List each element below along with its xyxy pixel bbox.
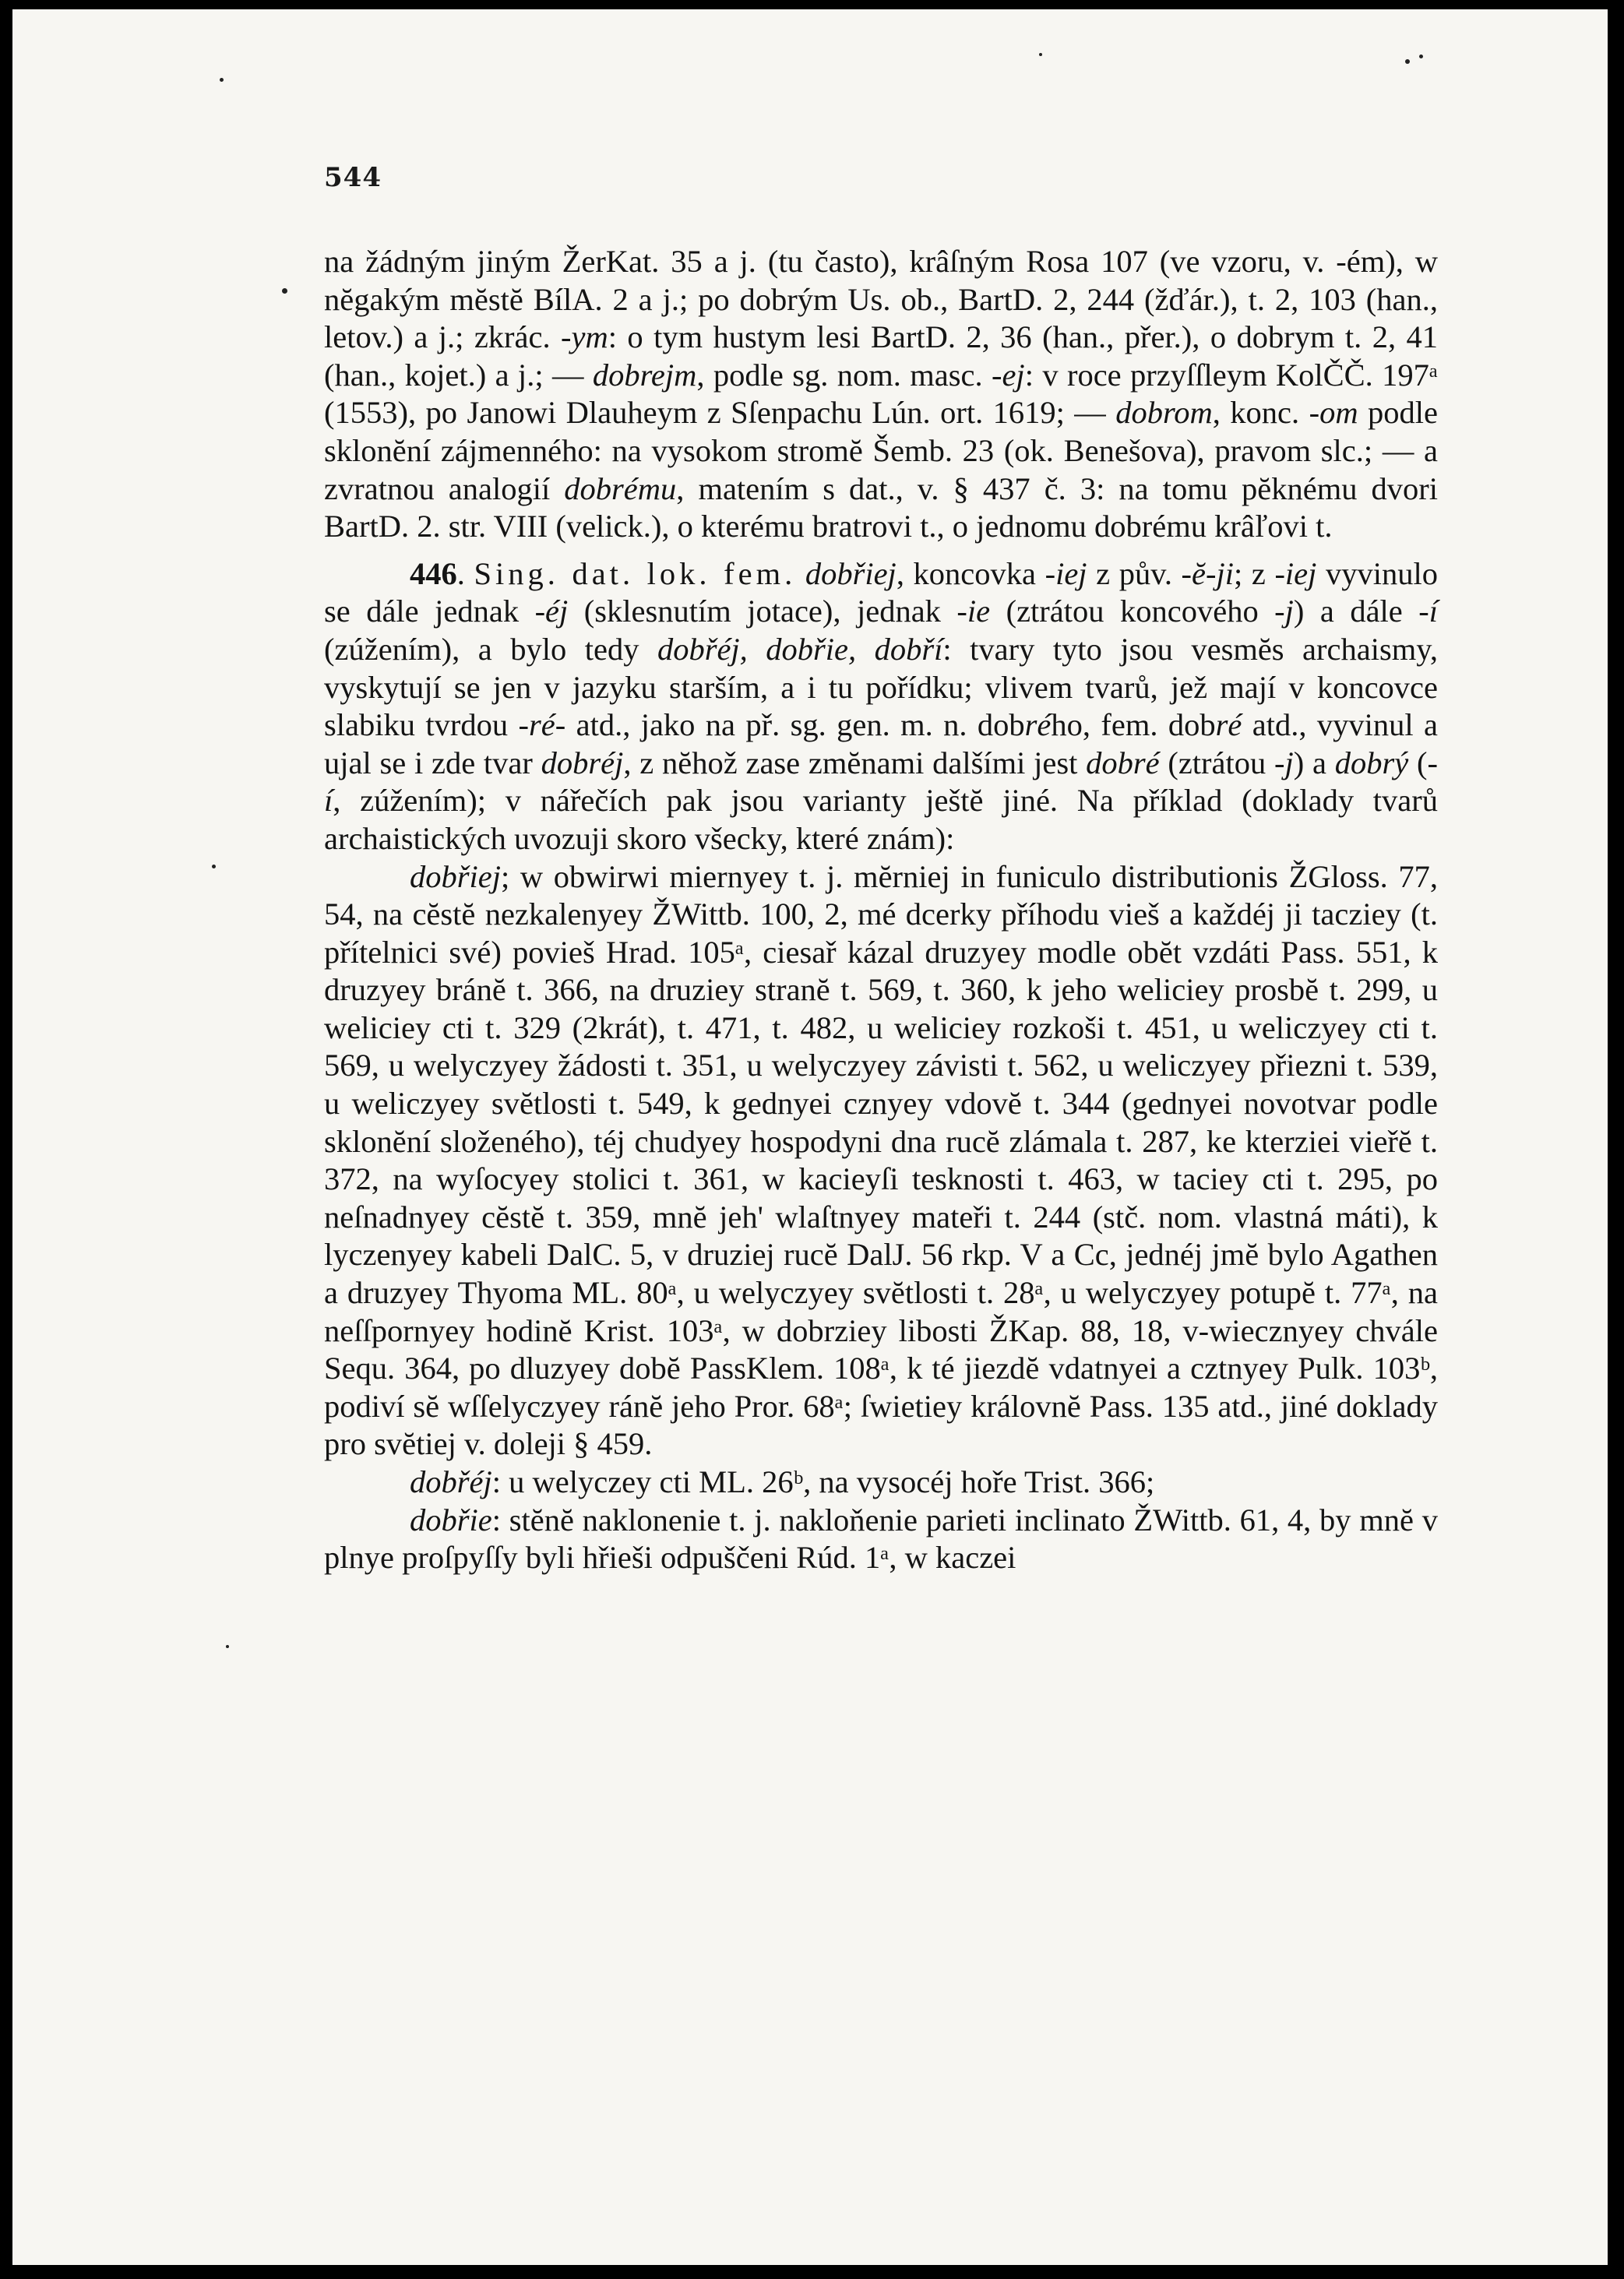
text-run: , koncovka: [896, 555, 1045, 591]
ital-text-run: -om: [1309, 395, 1358, 431]
ital-text-run: -ĕ-ji: [1181, 555, 1235, 591]
text-run: ; z: [1234, 555, 1275, 591]
ital-text-run: -j: [1274, 745, 1294, 780]
ital-text-run: -ie: [956, 594, 991, 629]
text-run: atd., vyvinul a ujal se i zde tvar: [324, 707, 1439, 780]
ital-text-run: -éj: [534, 594, 569, 629]
paragraph-dobrie: [324, 1502, 1438, 1577]
ital-text-run: -j: [1274, 594, 1294, 629]
ital-text-run: dobrý: [1334, 745, 1409, 780]
paragraph-section-446: [324, 555, 1438, 858]
ital-text-run: dobrému: [564, 470, 677, 506]
ital-text-run: dobřiej: [805, 555, 897, 591]
text-run: : v roce przyſſleym KolČČ. 197ᵃ (1553), po Janowi Dlauheym z Sſenpachu Lún. ort. 1619; —: [324, 357, 1438, 431]
scan-speck: [1039, 53, 1042, 56]
ital-text-run: dobřie: [410, 1502, 492, 1538]
text-run: : tvary tyto jsou vesmĕs archaismy, vyskytují se jen v jazyku starším, a i tu pořídku; vlivem tvarů, jež mají v koncovce slabiku tvrdou: [324, 631, 1438, 743]
scan-speck: [220, 78, 224, 82]
ital-text-run: dobré: [1086, 745, 1160, 780]
text-run: ; w obwirwi miernyey t. j. mĕrniej in funiculo distributionis ŽGloss. 77, 54, na cĕstĕ nezkalenyey ŽWittb. 100, 2, mé dcerky příhodu vieš a každéj ji tacziey (t. přítelnici své) povieš Hrad. 105ᵃ, ciesař kázal druzyey modle obĕt vzdáti Pass. 551, k druzyey bránĕ t. 366, na druziey stranĕ t. 569, t. 360, k jeho weliciey prosbĕ t. 299, u weliciey cti t. 329 (2krát), t. 471, t. 482, u weliciey rozkoši t. 451, u weliczyey cti t. 569, u welyczyey žádosti t. 351, u welyczyey závisti t. 562, u weliczyey přiezni t. 539, u weliczyey svĕtlosti t. 549, k gednyei cznyey vdovĕ t. 344 (gednyei novotvar podle sklonĕní složeného), téj chudyey hospodyni dna rucĕ zlámala t. 287, ke kterziei vieřĕ t. 372, na wyſocyey stolici t. 361, w kacieyſi tesknosti t. 463, w taciey cti t. 295, po neſnadnyey cĕstĕ t. 359, mnĕ jeh' wlaſtnyey mateři t. 244 (stč. nom. vlastná máti), k lyczenyey kabeli DalC. 5, v druziej rucĕ DalJ. 56 rkp. V a Cc, jednéj jmĕ bylo Agathen a druzyey Thyoma ML. 80ᵃ, u welyczyey svĕtlosti t. 28ᵃ, u welyczyey potupĕ t. 77ᵃ, na neſſpornyey hodinĕ Krist. 103ᵃ, w dobrziey libosti ŽKap. 88, 18, v-wiecznyey chvále Sequ. 364, po dluzyey dobĕ PassKlem. 108ᵃ, k té jiezdĕ vdatnyei a cztnyey Pulk. 103ᵇ, podiví sĕ wſſelyczyey ránĕ jeho Pror. 68ᵃ; ſwietiey královnĕ Pass. 135 atd., jiné doklady pro svĕtiej v. doleji § 459.: [324, 858, 1438, 1462]
text-run: , matením s dat., v. § 437 č. 3: na tomu pĕknému dvori BartD. 2. str. VIII (velick.), o kterému bratrovi t., o jednomu dobrému krâľovi t.: [324, 470, 1438, 544]
text-run: vyvinulo se dále jednak: [324, 555, 1439, 629]
ital-text-run: ré: [1024, 707, 1052, 743]
ital-text-run: -í: [324, 745, 1438, 819]
ital-text-run: dobřiej: [410, 858, 501, 894]
text-run: .: [456, 555, 474, 591]
text-run: , zúžením); v nářečích pak jsou varianty ještĕ jiné. Na příklad (doklady tvarů archaistických uvozuji skoro všecky, které znám):: [324, 783, 1438, 856]
text-run: (zúžením), a bylo tedy: [324, 631, 657, 667]
ital-text-run: -ej: [991, 357, 1025, 393]
text-run: ) a: [1293, 745, 1335, 780]
text-run: (ztrátou koncového: [990, 594, 1275, 629]
ital-text-run: dobréj: [541, 745, 624, 780]
text-run: : o tym hustym lesi BartD. 2, 36 (han., přer.), o dobrym t. 2, 41 (han., kojet.) a j.; —: [324, 319, 1438, 393]
page-number: 544: [324, 162, 382, 193]
text-run: , z nĕhož zase zmĕnami dalšími jest: [623, 745, 1087, 780]
ital-text-run: -iej: [1045, 555, 1087, 591]
ital-text-run: -í: [1418, 594, 1438, 629]
ital-text-run: dobřéj: [410, 1464, 492, 1499]
text-run: : stĕnĕ naklonenie t. j. nakloňenie parieti inclinato ŽWittb. 61, 4, by mnĕ v plnye proſpyſſy byli hřieši odpuščeni Rúd. 1ᵃ, w kaczei: [324, 1502, 1438, 1576]
scan-speck: [212, 865, 216, 868]
body-text: [324, 243, 1438, 1577]
spaced-text-run: Sing. dat. lok. fem.: [474, 555, 797, 591]
scan-speck: [282, 288, 287, 294]
text-run: z pův.: [1087, 555, 1182, 591]
text-run: (ztrátou: [1159, 745, 1275, 780]
bold-text-run: 446: [410, 555, 457, 591]
text-run: (: [1408, 745, 1428, 780]
ital-text-run: -iej: [1274, 555, 1317, 591]
text-run: ) a dále: [1293, 594, 1419, 629]
text-run: , podle sg. nom. masc.: [696, 357, 992, 393]
ital-text-run: -ré-: [518, 707, 566, 743]
ital-text-run: -ym: [561, 319, 608, 355]
scan-speck: [226, 1645, 229, 1648]
text-run: : u welyczey cti ML. 26ᵇ, na vysocéj hoře Trist. 366;: [491, 1464, 1155, 1499]
paragraph-dobriej: [324, 858, 1438, 1464]
text-run: (sklesnutím jotace), jednak: [568, 594, 957, 629]
paragraph-dobrej: [324, 1464, 1438, 1502]
ital-text-run: dobrom: [1115, 395, 1213, 431]
text-run: , konc.: [1212, 395, 1309, 431]
text-run: [796, 556, 805, 591]
ital-text-run: dobrejm: [592, 357, 697, 393]
text-run: ho, fem. dob: [1051, 707, 1216, 743]
scan-speck: [1405, 59, 1410, 64]
book-page: [12, 9, 1608, 2265]
ital-text-run: ré: [1215, 707, 1242, 743]
ital-text-run: dobřéj, dobřie, dobří: [657, 631, 943, 667]
scan-speck: [1419, 55, 1423, 58]
paragraph-continuation: [324, 243, 1438, 546]
text-run: podle sklonĕní zájmenného: na vysokom stromĕ Šemb. 23 (ok. Benešova), pravom slc.; — a zvratnou analogií: [324, 395, 1438, 506]
text-run: atd., jako na př. sg. gen. m. n. dob: [565, 707, 1025, 743]
text-run: na žádným jiným ŽerKat. 35 a j. (tu často), krâſným Rosa 107 (ve vzoru, v. -ém), w nĕgakým mĕstĕ BílA. 2 a j.; po dobrým Us. ob., BartD. 2, 244 (žďár.), t. 2, 103 (han., letov.) a j.; zkrác.: [324, 244, 1438, 355]
